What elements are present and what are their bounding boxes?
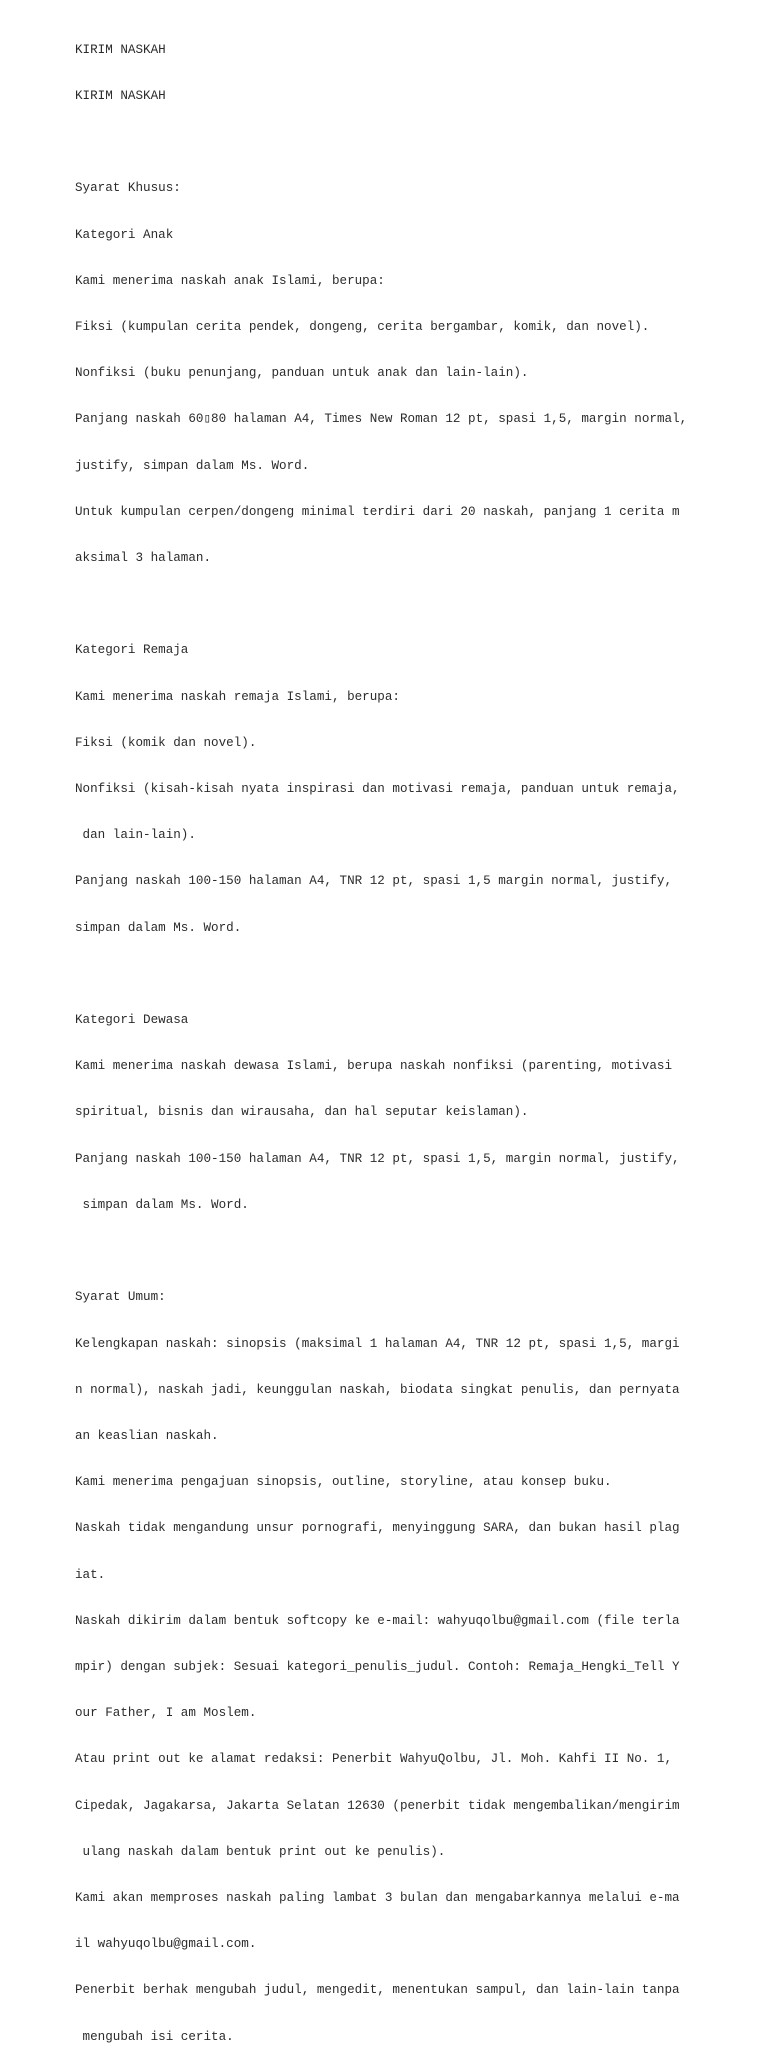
text-line: mengubah isi cerita. <box>75 2029 234 2044</box>
text-line: Naskah dikirim dalam bentuk softcopy ke e-mail: wahyuqolbu@gmail.com (file terla <box>75 1613 680 1628</box>
blank-line <box>75 597 765 612</box>
text-line: Panjang naskah 100-150 halaman A4, TNR 12 pt, spasi 1,5, margin normal, justify, <box>75 1151 680 1166</box>
section-heading-syarat-khusus: Syarat Khusus: <box>75 181 181 196</box>
text-line: spiritual, bisnis dan wirausaha, dan hal seputar keislaman). <box>75 1105 529 1120</box>
blank-line <box>75 135 765 150</box>
text-line: Penerbit berhak mengubah judul, mengedit, menentukan sampul, dan lain-lain tanpa <box>75 1983 680 1998</box>
text-line: justify, simpan dalam Ms. Word. <box>75 458 310 473</box>
text-line: Kami menerima naskah anak Islami, berupa: <box>75 273 385 288</box>
text-line: Atau print out ke alamat redaksi: Penerbit WahyuQolbu, Jl. Moh. Kahfi II No. 1, <box>75 1752 673 1767</box>
text-line: Nonfiksi (kisah-kisah nyata inspirasi dan motivasi remaja, panduan untuk remaja, <box>75 782 680 797</box>
text-line: Kami menerima pengajuan sinopsis, outline, storyline, atau konsep buku. <box>75 1475 612 1490</box>
text-line: Nonfiksi (buku penunjang, panduan untuk anak dan lain-lain). <box>75 366 529 381</box>
text-line: iat. <box>75 1567 106 1582</box>
text-line: il wahyuqolbu@gmail.com. <box>75 1937 257 1952</box>
text-line: mpir) dengan subjek: Sesuai kategori_penulis_judul. Contoh: Remaja_Hengki_Tell Y <box>75 1659 680 1674</box>
text-line: Naskah tidak mengandung unsur pornografi, menyinggung SARA, dan bukan hasil plag <box>75 1521 680 1536</box>
text-line: an keaslian naskah. <box>75 1428 219 1443</box>
text-line: Panjang naskah 60▯80 halaman A4, Times New Roman 12 pt, spasi 1,5, margin normal, <box>75 412 688 427</box>
text-line: aksimal 3 halaman. <box>75 551 212 566</box>
text-line: our Father, I am Moslem. <box>75 1706 257 1721</box>
text-line: Kami akan memproses naskah paling lambat 3 bulan dan mengabarkannya melalui e-ma <box>75 1890 680 1905</box>
title-line: KIRIM NASKAH <box>75 89 166 104</box>
text-line: Kelengkapan naskah: sinopsis (maksimal 1 halaman A4, TNR 12 pt, spasi 1,5, margi <box>75 1336 680 1351</box>
blank-line <box>75 1244 765 1259</box>
category-heading-anak: Kategori Anak <box>75 227 174 242</box>
text-line: Kami menerima naskah dewasa Islami, berupa naskah nonfiksi (parenting, motivasi <box>75 1059 673 1074</box>
text-line: Kami menerima naskah remaja Islami, berupa: <box>75 689 400 704</box>
section-heading-syarat-umum: Syarat Umum: <box>75 1290 166 1305</box>
category-heading-dewasa: Kategori Dewasa <box>75 1013 189 1028</box>
category-heading-remaja: Kategori Remaja <box>75 643 189 658</box>
text-line: n normal), naskah jadi, keunggulan naskah, biodata singkat penulis, dan pernyata <box>75 1382 680 1397</box>
blank-line <box>75 967 765 982</box>
text-line: simpan dalam Ms. Word. <box>75 920 242 935</box>
text-line: dan lain-lain). <box>75 828 196 843</box>
text-line: Cipedak, Jagakarsa, Jakarta Selatan 12630 (penerbit tidak mengembalikan/mengirim <box>75 1798 680 1813</box>
text-line: simpan dalam Ms. Word. <box>75 1197 249 1212</box>
text-line: ulang naskah dalam bentuk print out ke penulis). <box>75 1844 446 1859</box>
text-line: Panjang naskah 100-150 halaman A4, TNR 12 pt, spasi 1,5 margin normal, justify, <box>75 874 673 889</box>
text-line: Fiksi (komik dan novel). <box>75 735 257 750</box>
text-line: Fiksi (kumpulan cerita pendek, dongeng, cerita bergambar, komik, dan novel). <box>75 320 650 335</box>
title-line: KIRIM NASKAH <box>75 42 166 57</box>
text-line: Untuk kumpulan cerpen/dongeng minimal terdiri dari 20 naskah, panjang 1 cerita m <box>75 504 680 519</box>
document-body <box>75 12 765 2048</box>
